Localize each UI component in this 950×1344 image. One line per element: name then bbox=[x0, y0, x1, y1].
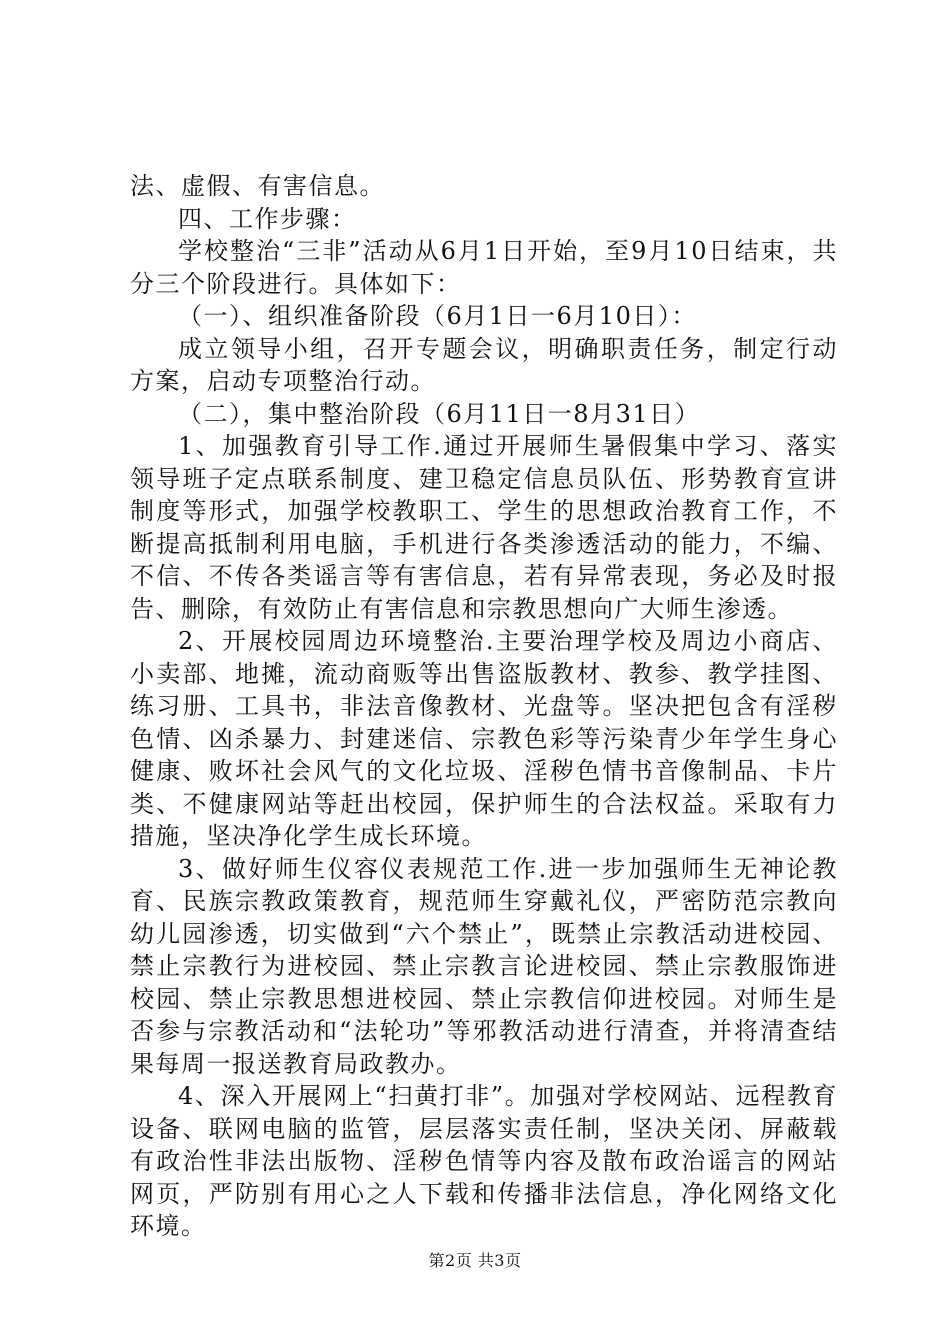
paragraph-stage-one-content: 成立领导小组，召开专题会议，明确职责任务，制定行动方案，启动专项整治行动。 bbox=[130, 334, 838, 395]
paragraph-continuation: 法、虚假、有害信息。 bbox=[130, 172, 385, 200]
paragraph-item-1: 1、加强教育引导工作.通过开展师生暑假集中学习、落实领导班子定点联系制度、建卫稳定信息员队伍、形势教育宣讲制度等形式，加强学校教职工、学生的思想政治教育工作，不断提高抵制利用电脑，手机进行各类渗透活动的能力，不编、不信、不传各类谣言等有害信息，若有异常表现，务必及时报告、删除，有效防止有害信息和宗教思想向广大师生渗透。 bbox=[130, 432, 838, 623]
document-body bbox=[130, 170, 838, 1243]
subheading-stage-one: （一）、组织准备阶段（6月1日一6月10日）： bbox=[178, 302, 697, 330]
paragraph-item-2: 2、开展校园周边环境整治.主要治理学校及周边小商店、小卖部、地摊，流动商贩等出售盗版教材、教参、教学挂图、练习册、工具书，非法音像教材、光盘等。坚决把包含有淫秽色情、凶杀暴力、封建迷信、宗教色彩等污染青少年学生身心健康、败坏社会风气的文化垃圾、淫秽色情书音像制品、卡片类、不健康网站等赶出校园，保护师生的合法权益。采取有力措施，坚决净化学生成长环境。 bbox=[130, 627, 838, 850]
section-heading-work-steps: 四、工作步骤： bbox=[178, 204, 357, 233]
paragraph-item-4: 4、深入开展网上“扫黄打非”。加强对学校网站、远程教育设备、联网电脑的监管，层层落实责任制，坚决关闭、屏蔽载有政治性非法出版物、淫秽色情等内容及散布政治谣言的网站网页，严防别有用心之人下载和传播非法信息，净化网络文化环境。 bbox=[130, 1082, 838, 1240]
subheading-stage-two: （二），集中整治阶段（6月11日一8月31日） bbox=[178, 399, 701, 428]
paragraph-item-3: 3、做好师生仪容仪表规范工作.进一步加强师生无神论教育、民族宗教政策教育，规范师生穿戴礼仪，严密防范宗教向幼儿园渗透，切实做到“六个禁止”，既禁止宗教活动进校园、禁止宗教行为进校园、禁止宗教言论进校园、禁止宗教服饰进校园、禁止宗教思想进校园、禁止宗教信仰进校园。对师生是否参与宗教活动和“法轮功”等邪教活动进行清查，并将清查结果每周一报送教育局政教办。 bbox=[130, 854, 838, 1078]
paragraph-schedule-overview: 学校整治“三非”活动从6月1日开始，至9月10日结束，共分三个阶段进行。具体如下： bbox=[130, 237, 838, 298]
page-number-footer: 第2页 共3页 bbox=[428, 1251, 522, 1270]
